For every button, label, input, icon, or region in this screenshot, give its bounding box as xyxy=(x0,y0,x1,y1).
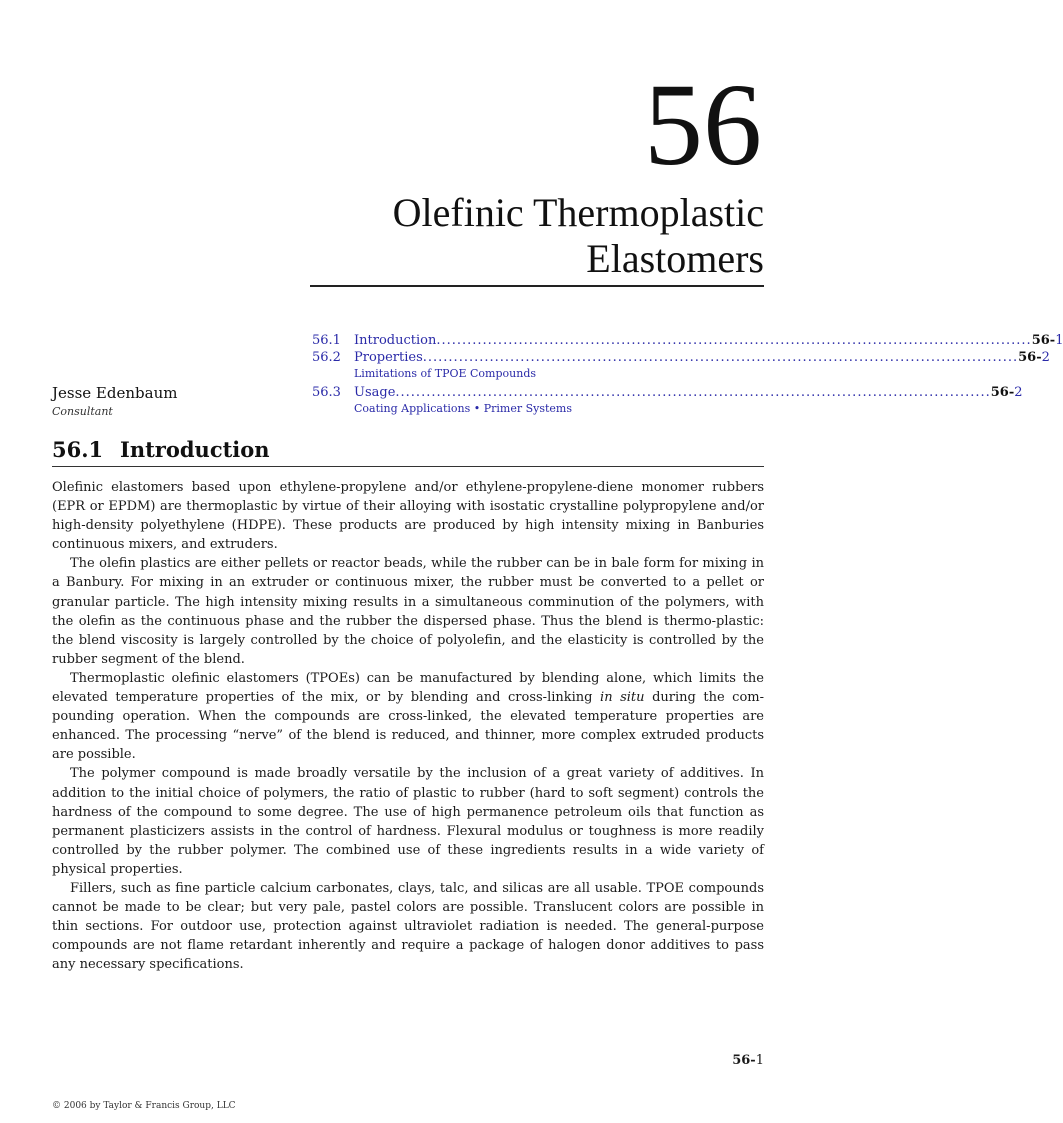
toc-entry-introduction[interactable] xyxy=(312,332,1063,349)
chapter-title-line-1: Olefinic Thermoplastic xyxy=(392,190,764,235)
title-rule xyxy=(310,285,764,287)
italic-term: in situ xyxy=(600,690,645,706)
paragraph-4: The polymer compound is made broadly versatile by the inclusion of a great variety of additives. In addition to the initial choice of polymers, the ratio of plastic to rubber (hard to soft segment) controls the hardness of the compound to some degree. The use of high permanence petroleum oils that function as permanent plasticizers assists in the control of hardness. Flexural modulus or toughness is more readily controlled by the rubber polymer. The combined use of these ingredients results in a wide variety of physical properties. xyxy=(52,766,764,877)
chapter-number: 56 xyxy=(644,59,762,190)
paragraph-3: Thermoplastic olefinic elastomers (TPOEs) can be manufactured by blending alone, which limits the elevated temperature properties of the mix, or by blending and cross-linking in situ during the com-pounding operation. When the compounds are cross-linked, the elevated temperature properties are enhanced. The processing “nerve” of the blend is reduced, and thinner, more complex extruded products are possible. xyxy=(52,670,765,763)
toc-label[interactable]: Usage xyxy=(354,385,396,400)
toc-label[interactable]: Introduction xyxy=(354,333,437,348)
toc-leader-dots: .................................................................................................................... xyxy=(436,333,1032,348)
toc-number: 56.1 xyxy=(312,333,341,348)
toc-number: 56.3 xyxy=(312,385,341,400)
copyright-notice: © 2006 by Taylor & Francis Group, LLC xyxy=(52,1101,236,1111)
section-number: 56.1 xyxy=(52,437,104,462)
author-name: Jesse Edenbaum xyxy=(52,384,178,402)
toc-leader-dots: .................................................................................................................... xyxy=(395,385,991,400)
chapter-title-line-2: Elastomers xyxy=(586,236,764,281)
toc-page-ref: 56-2 xyxy=(990,385,1023,400)
toc-subentries[interactable]: Coating Applications • Primer Systems xyxy=(354,402,572,415)
toc-page-ref: 56-2 xyxy=(1018,350,1050,365)
paragraph-1: Olefinic elastomers based upon ethylene-propylene and/or ethylene-propylene-diene monomer rubbers (EPR or EPDM) are thermoplastic by virtue of their alloying with isostatic crystalline polypropylene and/or high-density polyethylene (HDPE). These products are produced by high intensity mixing in Banburies continuous mixers, and extruders. xyxy=(52,480,764,553)
section-heading xyxy=(52,437,270,462)
table-of-contents xyxy=(312,332,1063,419)
body-text xyxy=(52,478,764,974)
toc-entry-properties[interactable] xyxy=(312,349,1050,366)
toc-number: 56.2 xyxy=(312,350,341,365)
toc-leader-dots: .................................................................................................................... xyxy=(422,350,1019,365)
paragraph-2: The olefin plastics are either pellets or reactor beads, while the rubber can be in bale form for mixing in a Banbury. For mixing in an extruder or continuous mixer, the rubber must be converted to a pellet or granular particle. The high intensity mixing results in a simultaneous comminution of the polymers, with the olefin as the continuous phase and the rubber the dispersed phase. Thus the blend is thermo-plastic: the blend viscosity is largely controlled by the choice of polyolefin, and the elasticity is controlled by the rubber segment of the blend. xyxy=(52,556,764,667)
toc-label[interactable]: Properties xyxy=(354,350,423,365)
section-rule xyxy=(52,466,764,467)
toc-subentries[interactable]: Limitations of TPOE Compounds xyxy=(354,367,536,380)
author-affiliation: Consultant xyxy=(52,405,113,418)
toc-page-ref: 56-1 xyxy=(1031,333,1063,348)
section-title: Introduction xyxy=(120,437,270,462)
author-block xyxy=(52,384,177,418)
page-number: 56-1 xyxy=(732,1053,764,1068)
chapter-title xyxy=(294,190,764,282)
paragraph-5: Fillers, such as fine particle calcium carbonates, clays, talc, and silicas are all usable. TPOE compounds cannot be made to be clear; but very pale, pastel colors are possible. Translucent colors are possible in thin sections. For outdoor use, protection against ultraviolet radiation is needed. The general-purpose compounds are not flame retardant inherently and require a package of halogen donor additives to pass any necessary specifications. xyxy=(52,880,764,973)
toc-entry-usage[interactable] xyxy=(312,384,1023,401)
